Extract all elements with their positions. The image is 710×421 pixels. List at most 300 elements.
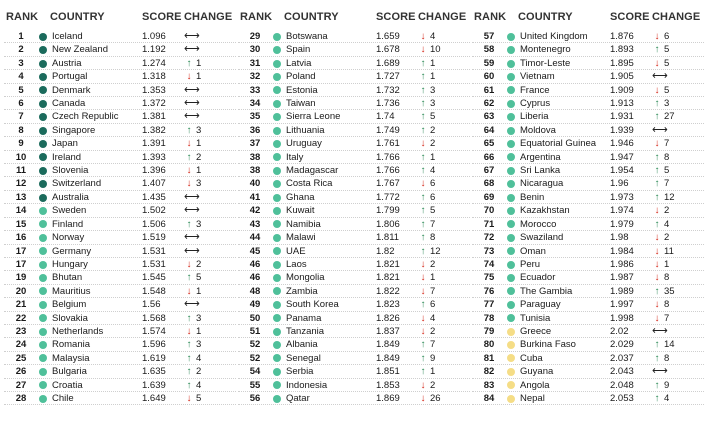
score-cell: 1.545 [142,272,166,284]
table-row [4,43,236,56]
rank-cell: 76 [483,285,495,297]
change-cell [418,258,468,271]
score-cell: 1.973 [610,191,634,203]
arrow-down-icon: ↓ [654,299,660,311]
table-row [472,43,704,56]
change-value: 5 [664,165,670,177]
score-cell: 1.766 [376,151,400,163]
change-value: 12 [430,245,441,257]
score-cell: 1.639 [142,379,166,391]
peace-level-dot-icon [39,100,47,108]
change-cell [418,97,468,110]
score-cell: 1.987 [610,272,634,284]
country-cell: Norway [52,232,85,244]
score-cell: 1.821 [376,272,400,284]
peace-level-dot-icon [507,167,515,175]
score-cell: 1.947 [610,151,634,163]
score-cell: 1.98 [610,232,629,244]
table-row [472,352,704,365]
table-row [238,379,470,392]
peace-level-dot-icon [273,140,281,148]
country-cell: Greece [520,325,552,337]
arrow-up-icon: ↑ [420,151,426,163]
arrow-down-icon: ↓ [186,138,192,150]
table-row [472,245,704,258]
rank-cell: 63 [483,111,495,123]
score-cell: 1.893 [610,44,634,56]
rank-cell: 22 [15,312,27,324]
score-cell: 1.407 [142,178,166,190]
table-row [472,379,704,392]
rank-cell: 2 [18,44,24,56]
rank-cell: 46 [249,258,261,270]
table-row [472,30,704,43]
country-cell: Spain [286,44,311,56]
score-cell: 1.372 [142,98,166,110]
peace-level-dot-icon [39,153,47,161]
table-row [238,285,470,298]
rank-cell: 15 [15,218,27,230]
change-cell [652,298,702,311]
rank-cell: 66 [483,151,495,163]
change-value: 3 [430,98,436,110]
table-row [4,338,236,351]
country-cell: Senegal [286,352,321,364]
change-cell [652,325,702,338]
peace-level-dot-icon [39,167,47,175]
country-cell: Germany [52,245,92,257]
country-cell: Kuwait [286,205,315,217]
country-cell: Taiwan [286,98,316,110]
change-value: 3 [196,178,202,190]
score-cell: 1.837 [376,325,400,337]
arrow-up-icon: ↑ [420,111,426,123]
peace-level-dot-icon [273,354,281,362]
country-cell: The Gambia [520,285,573,297]
table-row [238,352,470,365]
table-row [238,392,470,405]
table-row [472,365,704,378]
table-row [472,97,704,110]
change-value: 1 [430,71,436,83]
score-cell: 1.74 [376,111,395,123]
peace-level-dot-icon [273,328,281,336]
arrow-up-icon: ↑ [186,312,192,324]
change-cell [418,379,468,392]
change-value: 8 [664,352,670,364]
country-cell: Czech Republic [52,111,119,123]
score-cell: 1.096 [142,31,166,42]
peace-level-dot-icon [273,113,281,121]
rank-cell: 49 [249,299,261,311]
arrow-up-icon: ↑ [186,151,192,163]
change-cell [184,164,234,177]
arrow-down-icon: ↓ [420,379,426,391]
table-row [472,70,704,83]
country-cell: Belgium [52,299,87,311]
country-cell: Mauritius [52,285,91,297]
table-row [4,271,236,284]
table-row [4,285,236,298]
country-cell: Cuba [520,352,543,364]
table-row [4,204,236,217]
column-header [238,0,470,30]
score-cell: 1.851 [376,366,400,378]
peace-level-dot-icon [507,328,515,336]
country-cell: Ghana [286,191,315,203]
table-row [4,218,236,231]
table-row [4,97,236,110]
score-cell: 1.736 [376,98,400,110]
score-cell: 1.574 [142,325,166,337]
change-cell [184,245,234,258]
country-cell: Laos [286,258,307,270]
table-row [472,151,704,164]
score-cell: 1.396 [142,165,166,177]
change-cell [184,338,234,351]
change-value: 6 [430,178,436,190]
arrow-up-icon: ↑ [186,379,192,391]
table-row [4,30,236,43]
score-cell: 1.635 [142,366,166,378]
peace-level-dot-icon [507,301,515,309]
change-value: 1 [196,165,202,177]
change-value: 7 [430,339,436,351]
change-value: 6 [430,299,436,311]
table-row [238,151,470,164]
rank-cell: 7 [18,111,24,123]
country-cell: South Korea [286,299,339,311]
arrow-up-icon: ↑ [186,272,192,284]
change-value: 1 [664,258,670,270]
rank-cell: 54 [249,366,261,378]
arrow-down-icon: ↓ [420,44,426,56]
peace-level-dot-icon [273,381,281,389]
change-cell [184,57,234,70]
peace-level-dot-icon [507,73,515,81]
peace-level-dot-icon [507,354,515,362]
peace-level-dot-icon [273,368,281,376]
table-row [238,218,470,231]
change-cell [184,191,234,204]
change-value: 2 [664,205,670,217]
peace-level-dot-icon [273,395,281,403]
change-value: 5 [664,57,670,69]
peace-level-dot-icon [39,194,47,202]
arrow-up-icon: ↑ [186,339,192,351]
change-cell [652,84,702,97]
arrow-up-icon: ↑ [654,151,660,163]
change-value: 2 [196,366,202,378]
table-row [472,392,704,405]
peace-level-dot-icon [39,287,47,295]
country-cell: Liberia [520,111,549,123]
peace-level-dot-icon [39,207,47,215]
change-cell [418,151,468,164]
country-cell: Costa Rica [286,178,333,190]
table-row [238,124,470,137]
score-cell: 2.043 [610,366,634,378]
peace-level-dot-icon [273,86,281,94]
peace-level-dot-icon [273,127,281,135]
change-value: 7 [430,285,436,297]
column-header [472,0,704,30]
change-cell [184,298,234,311]
arrow-down-icon: ↓ [654,245,660,257]
table-row [4,231,236,244]
arrow-up-icon: ↑ [654,339,660,351]
change-cell [652,177,702,190]
change-cell [652,285,702,298]
change-value: 1 [430,151,436,163]
rank-cell: 35 [249,111,261,123]
change-cell [418,285,468,298]
table-row [238,271,470,284]
score-cell: 1.806 [376,218,400,230]
arrow-down-icon: ↓ [186,178,192,190]
change-cell [418,312,468,325]
country-cell: Bulgaria [52,366,87,378]
rank-cell: 56 [249,392,261,404]
rank-cell: 57 [483,31,495,42]
score-cell: 1.954 [610,165,634,177]
arrow-down-icon: ↓ [654,258,660,270]
arrow-up-icon: ↑ [654,44,660,56]
arrow-up-icon: ↑ [186,57,192,69]
change-cell [418,84,468,97]
table-row [4,151,236,164]
rank-cell: 73 [483,245,495,257]
peace-level-dot-icon [39,220,47,228]
change-value: 14 [664,339,675,351]
country-cell: Vietnam [520,71,555,83]
table-row [4,325,236,338]
rank-cell: 34 [249,98,261,110]
peace-level-dot-icon [39,127,47,135]
change-cell [184,352,234,365]
rank-cell: 46 [249,272,261,284]
peace-level-dot-icon [507,113,515,121]
arrow-up-icon: ↑ [420,205,426,217]
score-cell: 2.048 [610,379,634,391]
change-value: 2 [196,151,202,163]
change-value: 4 [196,352,202,364]
change-cell [652,352,702,365]
arrow-down-icon: ↓ [654,84,660,96]
rank-cell: 37 [249,138,261,150]
rank-cell: 14 [15,205,27,217]
rank-cell: 82 [483,366,495,378]
change-value: 4 [664,218,670,230]
change-value: 7 [664,312,670,324]
change-value: 2 [664,232,670,244]
change-cell [184,177,234,190]
country-cell: Panama [286,312,322,324]
change-value: 4 [430,31,436,42]
no-change-icon: ⟷ [184,43,200,56]
change-value: 5 [196,392,202,404]
table-row [4,137,236,150]
change-cell [184,271,234,284]
country-cell: Latvia [286,57,312,69]
rank-header: RANK [240,11,273,23]
rank-cell: 5 [18,84,24,96]
country-cell: Iceland [52,31,83,42]
country-cell: Chile [52,392,74,404]
change-cell [652,231,702,244]
change-value: 3 [664,98,670,110]
arrow-up-icon: ↑ [654,178,660,190]
arrow-up-icon: ↑ [654,165,660,177]
country-cell: Italy [286,151,304,163]
country-cell: Swaziland [520,232,564,244]
country-cell: Austria [52,57,82,69]
change-cell [652,245,702,258]
peace-level-dot-icon [39,368,47,376]
peace-level-dot-icon [507,314,515,322]
country-cell: Poland [286,71,316,83]
arrow-down-icon: ↓ [186,258,192,270]
score-cell: 1.548 [142,285,166,297]
change-cell [418,191,468,204]
rank-cell: 24 [15,339,27,351]
country-cell: Tanzania [286,325,325,337]
score-cell: 1.192 [142,44,166,56]
change-header: CHANGE [184,11,233,23]
change-value: 8 [664,151,670,163]
table-row [4,298,236,311]
score-cell: 1.82 [376,245,395,257]
score-cell: 1.766 [376,165,400,177]
change-cell [652,57,702,70]
change-value: 2 [430,258,436,270]
country-cell: Indonesia [286,379,328,391]
change-value: 35 [664,285,675,297]
arrow-up-icon: ↑ [654,352,660,364]
country-cell: Sweden [52,205,87,217]
peace-level-dot-icon [39,314,47,322]
change-cell [184,392,234,405]
arrow-down-icon: ↓ [420,285,426,297]
change-value: 9 [430,352,436,364]
arrow-up-icon: ↑ [420,84,426,96]
table-row [472,312,704,325]
score-cell: 1.96 [610,178,629,190]
score-cell: 1.382 [142,124,166,136]
rank-cell: 11 [15,165,27,177]
change-cell [184,258,234,271]
change-value: 3 [196,312,202,324]
peace-level-dot-icon [507,194,515,202]
rank-cell: 45 [249,245,261,257]
arrow-down-icon: ↓ [654,138,660,150]
arrow-up-icon: ↑ [654,191,660,203]
change-value: 5 [430,205,436,217]
change-cell [652,137,702,150]
change-cell [184,70,234,83]
change-value: 4 [430,312,436,324]
score-cell: 1.909 [610,84,634,96]
change-value: 3 [196,218,202,230]
score-cell: 1.519 [142,232,166,244]
table-row [4,124,236,137]
change-value: 3 [430,84,436,96]
change-cell [418,110,468,123]
change-cell [418,177,468,190]
country-cell: Botswana [286,31,328,42]
score-cell: 1.823 [376,299,400,311]
peace-level-dot-icon [273,153,281,161]
arrow-down-icon: ↓ [654,205,660,217]
country-cell: Zambia [286,285,318,297]
table-row [472,285,704,298]
table-row [4,191,236,204]
score-cell: 1.979 [610,218,634,230]
change-value: 12 [664,191,675,203]
change-cell [652,271,702,284]
table-row [238,365,470,378]
country-header: COUNTRY [50,11,105,23]
arrow-down-icon: ↓ [420,258,426,270]
change-value: 1 [430,366,436,378]
peace-level-dot-icon [507,381,515,389]
rank-cell: 84 [483,392,495,404]
change-cell [418,352,468,365]
rank-cell: 3 [18,57,24,69]
rank-cell: 55 [249,379,261,391]
rank-cell: 52 [249,339,261,351]
score-cell: 1.905 [610,71,634,83]
country-cell: Peru [520,258,541,270]
rank-header: RANK [6,11,39,23]
peace-level-dot-icon [39,86,47,94]
peace-level-dot-icon [507,395,515,403]
change-value: 1 [430,57,436,69]
change-cell [184,312,234,325]
change-cell [418,271,468,284]
change-value: 5 [664,44,670,56]
peace-level-dot-icon [507,368,515,376]
change-cell [418,365,468,378]
arrow-down-icon: ↓ [420,325,426,337]
rank-cell: 72 [483,232,495,244]
score-cell: 1.986 [610,258,634,270]
change-value: 4 [196,379,202,391]
country-cell: New Zealand [52,44,108,56]
arrow-up-icon: ↑ [186,124,192,136]
no-change-icon: ⟷ [184,204,200,217]
rank-cell: 23 [15,325,27,337]
change-cell [652,124,702,137]
country-cell: Burkina Faso [520,339,576,351]
country-cell: UAE [286,245,306,257]
arrow-up-icon: ↑ [420,366,426,378]
arrow-up-icon: ↑ [420,245,426,257]
rank-cell: 43 [249,218,261,230]
country-cell: Madagascar [286,165,339,177]
change-value: 8 [664,272,670,284]
table-row [4,365,236,378]
rank-cell: 59 [483,57,495,69]
change-cell [418,231,468,244]
change-value: 5 [430,111,436,123]
rank-cell: 12 [15,178,27,190]
table-column-2 [238,0,470,405]
arrow-up-icon: ↑ [420,352,426,364]
change-cell [184,43,234,56]
table-row [472,218,704,231]
rank-cell: 51 [249,325,261,337]
